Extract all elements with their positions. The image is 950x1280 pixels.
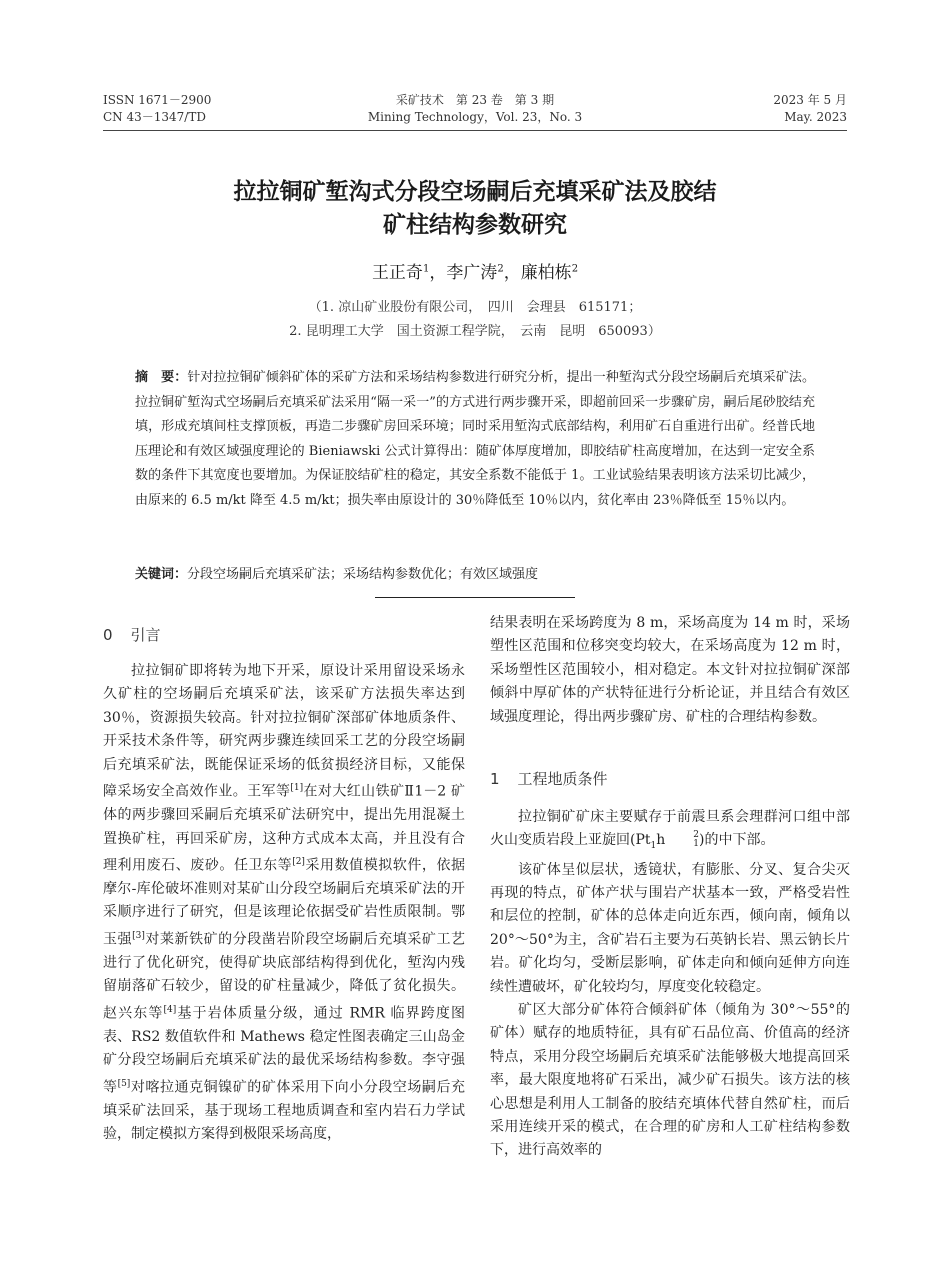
journal-name-en: Mining Technology，Vol. 23，No. 3 bbox=[367, 110, 583, 124]
section-heading-geology bbox=[490, 768, 608, 789]
abstract-text: 针对拉拉铜矿倾斜矿体的采矿方法和采场结构参数进行研究分析，提出一种堑沟式分段空场嗣后充填采矿法。拉拉铜矿堑沟式空场嗣后充填采矿法采用“隔一采一”的方式进行两步骤开采，即超前回采一步骤矿房，嗣后尾砂胶结充填，形成充填间柱支撑顶板，再造二步骤矿房回采环境；同时采用堑沟式底部结构，利用矿石自重进行出矿。经普氏地压理论和有效区域强度理论的 Bieniawski 公式计算得出：随矿体厚度增加，即胶结矿柱高度增加，在达到一定安全系数的条件下其宽度也要增加。为保证胶结矿柱的稳定，其安全系数不能低于 1。工业试验结果表明该方法采切比减少，由原来的 6.5 m/kt 降至 4.5 m/kt；损失率由原设计的 30％降低至 10％以内，贫化率由 23％降低至 15％以内。 bbox=[135, 370, 815, 508]
title-line-2: 矿柱结构参数研究 bbox=[383, 212, 567, 238]
text-run: 在对大红山铁矿Ⅱ1－2 矿体的两步骤回采嗣后充填采矿法研究中，提出先用混凝土置换矿柱，再回采矿房，这种方式成本太高，并且没有合理利用废石、废砂。任卫东等 bbox=[103, 783, 466, 874]
cn-number: CN 43－1347/TD bbox=[103, 110, 206, 124]
citation[interactable]: [5] bbox=[117, 1078, 131, 1089]
section-title: 引言 bbox=[130, 626, 161, 644]
author-separator: ， bbox=[429, 263, 447, 283]
author-name: 廉柏栋 bbox=[520, 263, 572, 283]
paper-title bbox=[0, 176, 950, 242]
citation[interactable]: [2] bbox=[292, 856, 305, 867]
text-run: 拉拉铜矿即将转为地下开采，原设计采用留设采场永久矿柱的空场嗣后充填采矿法，该采矿方法损失率达到 30％，资源损失较高。针对拉拉铜矿深部矿体地质条件、开采技术条件等，研究两步骤连续回采工艺的分段空场嗣后充填采矿法，既能保证采场的低贫损经济目标，又能保障采场安全高效作业。王军等 bbox=[103, 663, 465, 800]
author-separator: ， bbox=[503, 263, 521, 283]
text-run: 拉拉铜矿矿床主要赋存于前震旦系会理群河口组中部火山变质岩段上亚旋回(Pt bbox=[490, 809, 850, 849]
section-number: 0 bbox=[103, 626, 113, 644]
left-column bbox=[103, 660, 465, 1146]
formula-subscript: 1 bbox=[650, 841, 657, 852]
author-name: 王正奇 bbox=[371, 263, 423, 283]
geology-paragraph-3: 矿区大部分矿体符合倾斜矿体（倾角为 30°～55°的矿体）赋存的地质特征，具有矿石品位高、价值高的经济特点，采用分段空场嗣后充填采矿法能够极大地提高回采率，最大限度地将矿石采出，减少矿石损失。该方法的核心思想是利用人工制备的胶结充填体代替自然矿柱，而后采用连续开采的模式，在合理的矿房和人工矿柱结构参数下，进行高效率的 bbox=[490, 1002, 850, 1159]
author-name: 李广涛 bbox=[446, 263, 498, 283]
author-affiliation-mark: 1 bbox=[422, 263, 430, 275]
affiliation-line-2: 2. 昆明理工大学 国土资源工程学院， 云南 昆明 650093） bbox=[289, 324, 661, 339]
abstract bbox=[135, 366, 815, 513]
text-run: 对莱新铁矿的分段凿岩阶段空场嗣后充填采矿工艺进行了优化研究，使得矿块底部结构得到优化，堑沟内残留崩落矿石较少，留设的矿柱量减少，降低了贫化损失。赵兴东等 bbox=[103, 931, 466, 1022]
issn: ISSN 1671－2900 bbox=[103, 93, 212, 107]
keywords bbox=[135, 563, 815, 582]
right-column-geology bbox=[490, 806, 850, 1163]
formula-superscript: 2 bbox=[693, 830, 700, 841]
author-affiliation-mark: 2 bbox=[571, 263, 579, 275]
header-rule bbox=[103, 130, 847, 131]
formula-index bbox=[665, 831, 699, 849]
section-number: 1 bbox=[490, 770, 500, 788]
keywords-text: 分段空场嗣后充填采矿法；采场结构参数优化；有效区域强度 bbox=[187, 567, 539, 582]
text-run: )的中下部。 bbox=[699, 832, 775, 849]
citation[interactable]: [3] bbox=[132, 930, 145, 941]
formula-symbol: h bbox=[656, 832, 666, 849]
intro-paragraph bbox=[103, 660, 465, 1146]
issue-date-en: May. 2023 bbox=[784, 110, 847, 124]
intro-paragraph-continued: 结果表明在采场跨度为 8 m，采场高度为 14 m 时，采场塑性区范围和位移突变均较大，在采场高度为 12 m 时，采场塑性区范围较小，相对稳定。本文针对拉拉铜矿深部倾斜中厚矿体的产状特征进行分析论证，并且结合有效区域强度理论，得出两步骤矿房、矿柱的合理结构参数。 bbox=[490, 615, 850, 725]
section-heading-introduction bbox=[103, 624, 161, 645]
text-run: 采用数值模拟软件，依据摩尔-库伦破坏准则对某矿山分段空场嗣后充填采矿法的开采顺序进行了研究，但是该理论依据受矿岩性质限制。鄂玉强 bbox=[103, 857, 466, 948]
section-title: 工程地质条件 bbox=[517, 770, 608, 788]
section-divider bbox=[375, 597, 575, 598]
title-line-1: 拉拉铜矿堑沟式分段空场嗣后充填采矿法及胶结 bbox=[233, 179, 717, 205]
author-list bbox=[0, 258, 950, 283]
citation[interactable]: [1] bbox=[290, 783, 304, 794]
geology-paragraph-1 bbox=[490, 806, 850, 859]
issue-date-cn: 2023 年 5 月 bbox=[773, 93, 847, 107]
keywords-label: 关键词： bbox=[135, 567, 188, 582]
journal-name-cn: 采矿技术 第 23 卷 第 3 期 bbox=[395, 93, 555, 107]
text-run: 基于岩体质量分级，通过 RMR 临界跨度图表、RS2 数值软件和 Mathews 稳定性图表确定三山岛金矿分段空场嗣后充填采矿法的最优采场结构参数。李守强等 bbox=[103, 1005, 465, 1096]
affiliation-line-1: （1. 凉山矿业股份有限公司， 四川 会理县 615171； bbox=[308, 300, 642, 315]
geology-paragraph-2: 该矿体呈似层状，透镜状，有膨胀、分叉、复合尖灭再现的特点，矿体产状与围岩产状基本一致，严格受岩性和层位的控制，矿体的总体走向近东西，倾向南，倾角以 20°～50°为主，含矿岩石主要为石英钠长岩、黑云钠长片岩。矿化均匀，受断层影响，矿体走向和倾向延伸方向连续性遭破坏，矿化较均匀，厚度变化较稳定。 bbox=[490, 861, 850, 995]
text-run: 对喀拉通克铜镍矿的矿体采用下向小分段空场嗣后充填采矿法回采，基于现场工程地质调查和室内岩石力学试验，制定模拟方案得到极限采场高度， bbox=[103, 1079, 466, 1142]
right-column bbox=[490, 612, 850, 729]
formula-subscript: 1 bbox=[693, 839, 700, 850]
issue-date bbox=[773, 92, 847, 126]
citation[interactable]: [4] bbox=[163, 1004, 177, 1015]
author-affiliation-mark: 2 bbox=[497, 263, 504, 275]
abstract-label: 摘 要： bbox=[135, 370, 188, 385]
